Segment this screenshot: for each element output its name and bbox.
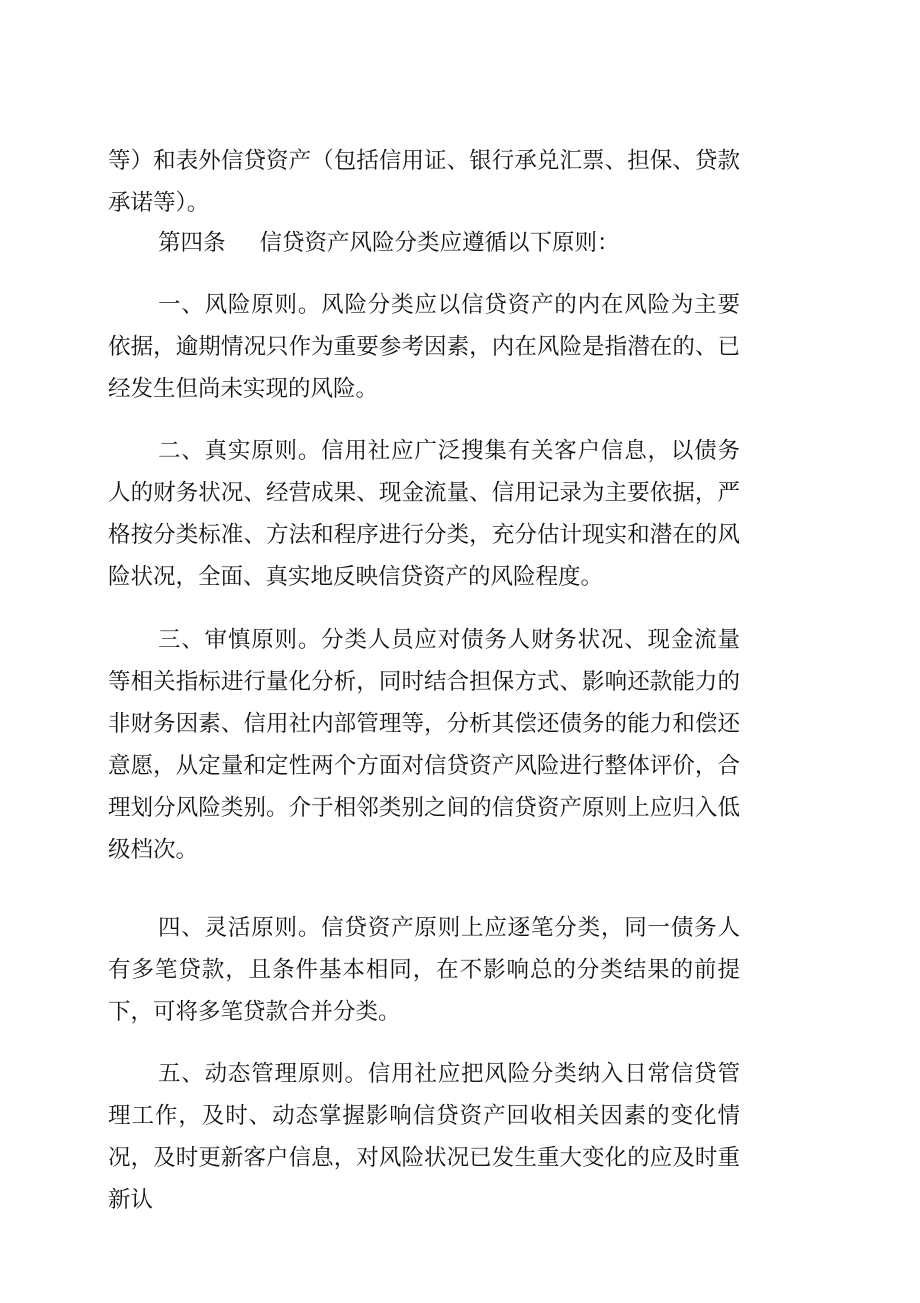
article-heading [158, 222, 620, 264]
article-number: 第四条 [158, 230, 226, 256]
principle-flexibility: 四、灵活原则。信贷资产原则上应逐笔分类，同一债务人有多笔贷款，且条件基本相同，在不影响总的分类结果的前提下，可将多笔贷款合并分类。 [108, 915, 740, 1025]
principle-prudence: 三、审慎原则。分类人员应对债务人财务状况、现金流量等相关指标进行量化分析，同时结合担保方式、影响还款能力的非财务因素、信用社内部管理等，分析其偿还债务的能力和偿还意愿，从定量和定性两个方面对信贷资产风险进行整体评价，合理划分风险类别。介于相邻类别之间的信贷资产原则上应归入低级档次。 [108, 627, 740, 863]
principle-truth: 二、真实原则。信用社应广泛搜集有关客户信息，以债务人的财务状况、经营成果、现金流量、信用记录为主要依据，严格按分类标准、方法和程序进行分类，充分估计现实和潜在的风险状况，全面、真实地反映信贷资产的风险程度。 [108, 438, 740, 590]
article-title: 信贷资产风险分类应遵循以下原则： [259, 230, 620, 256]
principle-risk: 一、风险原则。风险分类应以信贷资产的内在风险为主要依据，逾期情况只作为重要参考因素，内在风险是指潜在的、已经发生但尚未实现的风险。 [108, 292, 740, 402]
principle-dynamic-management: 五、动态管理原则。信用社应把风险分类纳入日常信贷管理工作，及时、动态掌握影响信贷资产回收相关因素的变化情况，及时更新客户信息，对风险状况已发生重大变化的应及时重新认 [108, 1061, 740, 1213]
continuation-paragraph: 等）和表外信贷资产（包括信用证、银行承兑汇票、担保、贷款承诺等）。 [108, 148, 740, 216]
